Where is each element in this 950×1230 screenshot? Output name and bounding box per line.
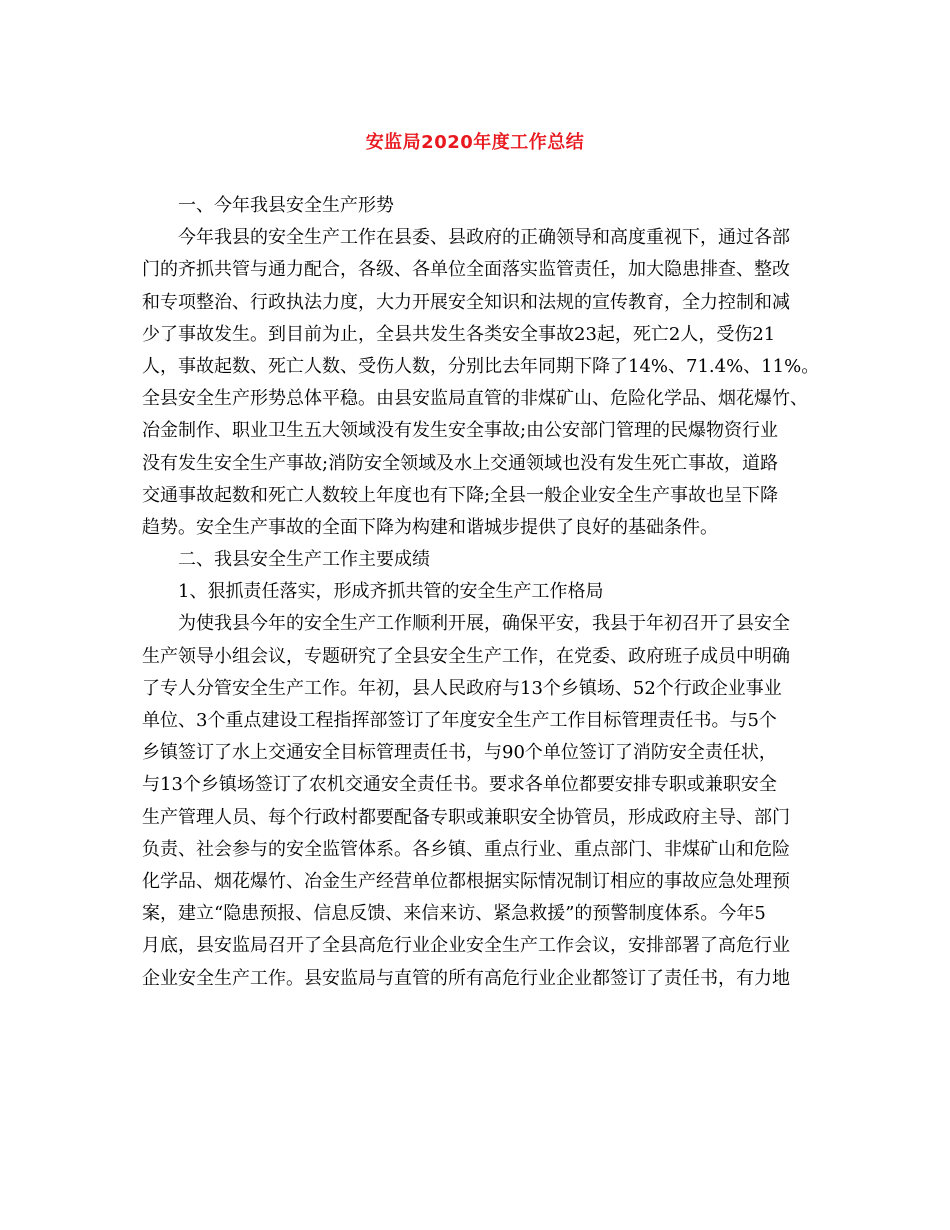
document-line: 了专人分管安全生产工作。年初，县人民政府与13个乡镇场、52个行政企业事业 [142,677,782,699]
document-line: 和专项整治、行政执法力度，大力开展安全知识和法规的宣传教育，全力控制和减 [142,291,790,313]
document-line: 二、我县安全生产工作主要成绩 [178,549,430,571]
document-line: 化学品、烟花爆竹、冶金生产经营单位都根据实际情况制订相应的事故应急处理预 [142,870,790,892]
document-body [142,190,826,995]
document-line: 一、今年我县安全生产形势 [178,195,394,216]
document-line: 生产管理人员、每个行政村都要配备专职或兼职安全协管员，形成政府主导、部门 [142,806,790,828]
document-line: 单位、3个重点建设工程指挥部签订了年度安全生产工作目标管理责任书。与5个 [142,710,777,731]
document-line: 全县安全生产形势总体平稳。由县安监局直管的非煤矿山、危险化学品、烟花爆竹、 [142,388,808,410]
document-line: 为使我县今年的安全生产工作顺利开展，确保平安，我县于年初召开了县安全 [178,613,790,635]
document-line: 少了事故发生。到目前为止，全县共发生各类安全事故23起，死亡2人，受伤21 [142,323,776,345]
document-line: 人，事故起数、死亡人数、受伤人数，分别比去年同期下降了14%、71.4%、11%。 [142,355,820,377]
document-line: 与13个乡镇场签订了农机交通安全责任书。要求各单位都要安排专职或兼职安全 [142,774,777,796]
document-line: 月底，县安监局召开了全县高危行业企业安全生产工作会议，安排部署了高危行业 [142,935,790,957]
document-line: 乡镇签订了水上交通安全目标管理责任书，与90个单位签订了消防安全责任状， [142,742,777,764]
document-line: 趋势。安全生产事故的全面下降为构建和谐城步提供了良好的基础条件。 [142,516,718,538]
document-line: 今年我县的安全生产工作在县委、县政府的正确领导和高度重视下，通过各部 [178,227,790,249]
document-line: 门的齐抓共管与通力配合，各级、各单位全面落实监管责任，加大隐患排查、整改 [142,259,790,281]
document-line: 生产领导小组会议，专题研究了全县安全生产工作，在党委、政府班子成员中明确 [142,645,790,667]
document-line: 负责、社会参与的安全监管体系。各乡镇、重点行业、重点部门、非煤矿山和危险 [142,838,790,860]
document-line: 企业安全生产工作。县安监局与直管的所有高危行业企业都签订了责任书，有力地 [142,967,790,989]
document-line: 冶金制作、职业卫生五大领域没有发生安全事故;由公安部门管理的民爆物资行业 [142,420,779,442]
document-line: 没有发生安全生产事故;消防安全领域及水上交通领域也没有发生死亡事故，道路 [142,452,779,474]
document-title: 安监局2020年度工作总结 [365,132,585,153]
document-line: 交通事故起数和死亡人数较上年度也有下降;全县一般企业安全生产事故也呈下降 [142,484,779,506]
document-line: 案，建立“隐患预报、信息反馈、来信来访、紧急救援”的预警制度体系。今年5 [142,903,766,925]
document-line: 1、狠抓责任落实，形成齐抓共管的安全生产工作格局 [178,581,604,603]
